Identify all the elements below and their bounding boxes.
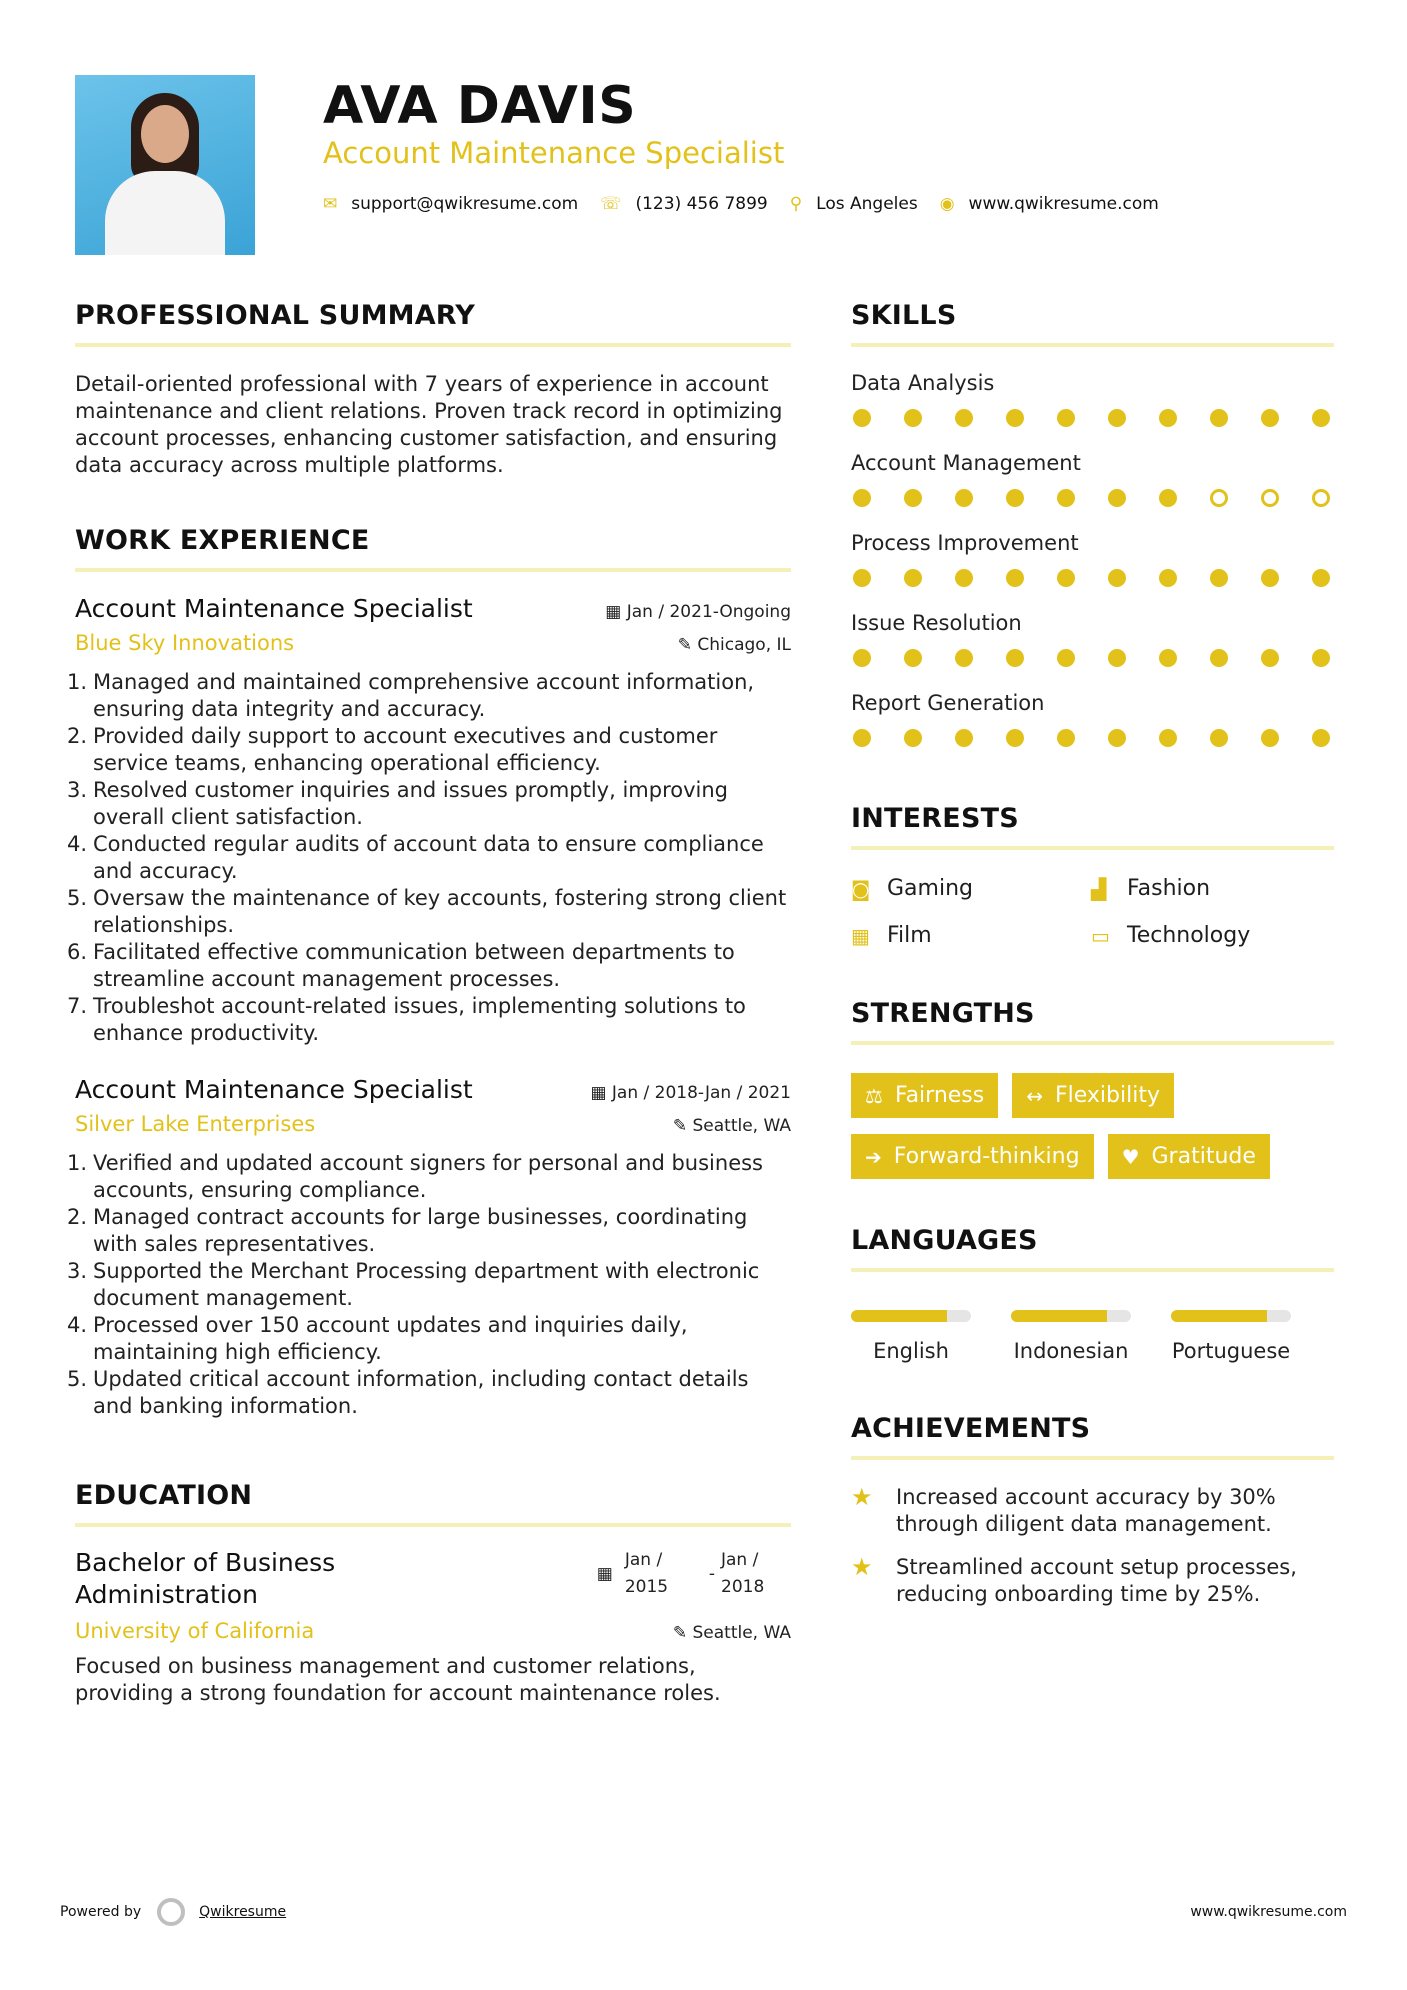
job-title: Account Maintenance Specialist	[75, 1075, 473, 1104]
calendar-icon: ▦	[590, 1083, 612, 1103]
rating-dot-empty	[1261, 489, 1279, 507]
section-divider	[851, 1268, 1334, 1272]
interest-item	[1091, 923, 1331, 948]
skill-rating	[851, 729, 1334, 747]
company-name: Blue Sky Innovations	[75, 631, 295, 655]
education-description: Focused on business management and customer relations, providing a strong foundation for account maintenance roles.	[75, 1654, 721, 1705]
company-name: Silver Lake Enterprises	[75, 1112, 316, 1136]
job-location-text: Chicago, IL	[697, 635, 791, 655]
language-level-fill	[851, 1310, 947, 1322]
skill-item	[851, 451, 1334, 507]
brand-link[interactable]: Qwikresume	[199, 1904, 287, 1920]
phone-icon: ☏	[600, 194, 622, 214]
skills-list	[851, 371, 1334, 747]
rating-dot-filled	[1057, 489, 1075, 507]
rating-dot-filled	[1108, 649, 1126, 667]
arrows-horizontal-icon: ↔	[1026, 1083, 1043, 1108]
skill-rating	[851, 489, 1334, 507]
rating-dot-filled	[1057, 569, 1075, 587]
balance-scale-icon: ⚖	[865, 1083, 883, 1108]
language-item	[1011, 1310, 1131, 1365]
language-name: Indonesian	[1013, 1339, 1129, 1363]
rating-dot-filled	[1261, 569, 1279, 587]
achievement-text: Streamlined account setup processes, reducing onboarding time by 25%.	[896, 1555, 1297, 1606]
rating-dot-filled	[1312, 569, 1330, 587]
degree-title: Bachelor of Business Administration	[75, 1548, 336, 1609]
star-icon: ★	[851, 1483, 873, 1511]
bullet-item: Processed over 150 account updates and inquiries daily, maintaining high efficiency.	[93, 1313, 688, 1364]
bullet-item: Verified and updated account signers for personal and business accounts, ensuring compliance.	[93, 1151, 764, 1202]
strengths-section	[851, 998, 1334, 1179]
achievement-item	[851, 1484, 1334, 1538]
rating-dot-filled	[1261, 729, 1279, 747]
rating-dot-filled	[1108, 489, 1126, 507]
bullet-item: Troubleshot account-related issues, implementing solutions to enhance productivity.	[93, 994, 746, 1045]
education-section	[75, 1480, 791, 1707]
candidate-title: Account Maintenance Specialist	[323, 136, 785, 170]
rating-dot-filled	[955, 729, 973, 747]
gamepad-icon: ◙	[851, 876, 871, 901]
strength-label: Fairness	[894, 1083, 985, 1108]
globe-icon: ◉	[939, 194, 955, 214]
section-divider	[851, 1456, 1334, 1460]
education-end-year: 2018	[721, 1577, 765, 1597]
rating-dot-filled	[1006, 569, 1024, 587]
section-divider	[851, 846, 1334, 850]
rating-dot-filled	[1159, 489, 1177, 507]
strength-label: Gratitude	[1151, 1144, 1256, 1169]
strength-chip	[1108, 1134, 1270, 1179]
section-divider	[75, 568, 791, 572]
experience-heading: WORK EXPERIENCE	[75, 525, 370, 556]
section-divider	[851, 343, 1334, 347]
rating-dot-filled	[904, 649, 922, 667]
contact-phone[interactable]	[600, 194, 768, 214]
language-item	[1171, 1310, 1291, 1365]
skill-name: Issue Resolution	[851, 611, 1022, 635]
rating-dot-empty	[1312, 489, 1330, 507]
interests-heading: INTERESTS	[851, 803, 1019, 834]
school-name: University of California	[75, 1619, 315, 1643]
rating-dot-filled	[1108, 409, 1126, 427]
language-level-fill	[1171, 1310, 1267, 1322]
rating-dot-filled	[1312, 649, 1330, 667]
job-date	[590, 1083, 791, 1103]
rating-dot-filled	[1261, 409, 1279, 427]
strengths-heading: STRENGTHS	[851, 998, 1035, 1029]
skill-rating	[851, 649, 1334, 667]
rating-dot-filled	[904, 409, 922, 427]
map-pin-icon: ⚲	[789, 194, 803, 214]
summary-section	[75, 300, 791, 479]
language-level-bar	[1011, 1310, 1131, 1322]
bullet-item: Resolved customer inquiries and issues promptly, improving overall client satisfaction.	[93, 778, 729, 829]
rating-dot-filled	[1108, 569, 1126, 587]
contact-website[interactable]	[940, 194, 1159, 214]
skill-name: Data Analysis	[851, 371, 995, 395]
languages-section	[851, 1225, 1334, 1365]
education-start	[625, 1547, 695, 1601]
languages-heading: LANGUAGES	[851, 1225, 1038, 1256]
bullet-item: Facilitated effective communication between departments to streamline account management processes.	[93, 940, 735, 991]
rating-dot-filled	[853, 409, 871, 427]
qwikresume-logo-icon	[157, 1898, 185, 1926]
rating-dot-filled	[1006, 409, 1024, 427]
education-location	[673, 1623, 791, 1643]
job-date-text: Jan / 2021-Ongoing	[626, 602, 791, 622]
contact-bar	[323, 194, 1181, 214]
strength-chip	[1012, 1073, 1174, 1118]
skill-item	[851, 691, 1334, 747]
bullet-item: Managed contract accounts for large businesses, coordinating with sales representatives.	[93, 1205, 748, 1256]
language-name: English	[873, 1339, 949, 1363]
calendar-icon: ▦	[605, 602, 627, 622]
arrow-right-icon: ➔	[865, 1144, 882, 1169]
job-bullets	[75, 669, 791, 1047]
section-divider	[75, 1523, 791, 1527]
language-level-bar	[1171, 1310, 1291, 1322]
film-icon: ▦	[851, 923, 870, 948]
contact-website-text: www.qwikresume.com	[968, 194, 1159, 214]
bullet-item: Provided daily support to account executives and customer service teams, enhancing operational efficiency.	[93, 724, 718, 775]
footer-website-link[interactable]: www.qwikresume.com	[1190, 1904, 1347, 1920]
rating-dot-filled	[904, 489, 922, 507]
contact-phone-text: (123) 456 7899	[635, 194, 768, 214]
heart-icon: ♥	[1121, 1144, 1140, 1169]
experience-section	[75, 525, 791, 1420]
envelope-icon: ✉	[323, 194, 338, 214]
education-end	[721, 1547, 791, 1601]
section-divider	[75, 343, 791, 347]
job-date	[605, 602, 791, 622]
rating-dot-filled	[904, 729, 922, 747]
rating-dot-filled	[1006, 649, 1024, 667]
job-date-text: Jan / 2018-Jan / 2021	[611, 1083, 791, 1103]
bullet-item: Conducted regular audits of account data to ensure compliance and accuracy.	[93, 832, 764, 883]
rating-dot-filled	[853, 489, 871, 507]
rating-dot-filled	[853, 569, 871, 587]
skill-item	[851, 371, 1334, 427]
strength-chip	[851, 1073, 998, 1118]
rating-dot-filled	[1210, 409, 1228, 427]
job-location-text: Seattle, WA	[692, 1116, 791, 1136]
rating-dot-filled	[1210, 729, 1228, 747]
education-heading: EDUCATION	[75, 1480, 253, 1511]
interest-label: Gaming	[887, 876, 973, 901]
achievements-heading: ACHIEVEMENTS	[851, 1413, 1091, 1444]
contact-email-text: support@qwikresume.com	[351, 194, 579, 214]
rating-dot-filled	[1261, 649, 1279, 667]
strength-chip	[851, 1134, 1094, 1179]
rating-dot-filled	[1057, 409, 1075, 427]
contact-email[interactable]	[323, 194, 578, 214]
rating-dot-filled	[955, 409, 973, 427]
language-item	[851, 1310, 971, 1365]
skill-name: Process Improvement	[851, 531, 1079, 555]
date-dash: -	[708, 1563, 715, 1584]
skill-item	[851, 611, 1334, 667]
contact-location	[790, 194, 918, 214]
bullet-item: Updated critical account information, including contact details and banking information.	[93, 1367, 749, 1418]
language-level-fill	[1011, 1310, 1107, 1322]
interests-section	[851, 803, 1334, 948]
profile-photo	[75, 75, 255, 255]
skill-rating	[851, 569, 1334, 587]
rating-dot-filled	[1210, 569, 1228, 587]
calendar-icon: ▦	[596, 1563, 613, 1584]
education-start-year: 2015	[624, 1577, 669, 1597]
education-location-text: Seattle, WA	[692, 1623, 791, 1643]
laptop-icon: ▭	[1091, 923, 1110, 948]
rating-dot-filled	[1108, 729, 1126, 747]
strength-label: Flexibility	[1055, 1083, 1160, 1108]
interest-item	[851, 923, 1091, 948]
education-dates	[597, 1547, 791, 1601]
rating-dot-filled	[853, 649, 871, 667]
rating-dot-filled	[955, 649, 973, 667]
bullet-item: Oversaw the maintenance of key accounts, fostering strong client relationships.	[93, 886, 787, 937]
job-location	[678, 635, 791, 655]
achievement-text: Increased account accuracy by 30% through diligent data management.	[896, 1485, 1276, 1536]
rating-dot-filled	[955, 489, 973, 507]
interest-label: Fashion	[1127, 876, 1211, 901]
contact-location-text: Los Angeles	[816, 194, 918, 214]
star-icon: ★	[851, 1553, 873, 1581]
rating-dot-filled	[1159, 569, 1177, 587]
language-level-bar	[851, 1310, 971, 1322]
right-column	[851, 300, 1334, 1608]
achievements-section	[851, 1413, 1334, 1608]
education-end-month: Jan /	[721, 1550, 759, 1570]
pin-icon: ✎	[677, 635, 698, 655]
rating-dot-filled	[853, 729, 871, 747]
pin-icon: ✎	[672, 1116, 693, 1136]
interest-label: Film	[887, 923, 932, 948]
achievement-item	[851, 1554, 1334, 1608]
skills-section	[851, 300, 1334, 747]
summary-heading: PROFESSIONAL SUMMARY	[75, 300, 476, 331]
job-entry	[75, 594, 791, 1047]
footer-branding	[60, 1898, 286, 1926]
left-column	[75, 300, 791, 1707]
skill-name: Account Management	[851, 451, 1081, 475]
powered-by-label: Powered by	[60, 1904, 142, 1920]
footer	[60, 1898, 1347, 1926]
rating-dot-filled	[1159, 649, 1177, 667]
job-location	[673, 1116, 791, 1136]
strength-label: Forward-thinking	[893, 1144, 1080, 1169]
strengths-list	[851, 1073, 1334, 1179]
skill-item	[851, 531, 1334, 587]
shopping-bag-icon: ▟	[1091, 876, 1107, 901]
interest-item	[1091, 876, 1331, 901]
rating-dot-filled	[1057, 649, 1075, 667]
education-start-month: Jan /	[624, 1550, 663, 1570]
rating-dot-empty	[1210, 489, 1228, 507]
rating-dot-filled	[1312, 729, 1330, 747]
skill-rating	[851, 409, 1334, 427]
rating-dot-filled	[1006, 489, 1024, 507]
interest-item	[851, 876, 1091, 901]
job-title: Account Maintenance Specialist	[75, 594, 473, 623]
rating-dot-filled	[1159, 729, 1177, 747]
interest-label: Technology	[1127, 923, 1251, 948]
interests-grid	[851, 876, 1334, 948]
rating-dot-filled	[1210, 649, 1228, 667]
summary-text: Detail-oriented professional with 7 years of experience in account maintenance and client relations. Proven track record in optimizing account processes, enhancing customer satisfaction, and ensuring data accuracy across multiple platforms.	[75, 372, 783, 477]
language-name: Portuguese	[1171, 1339, 1291, 1363]
bullet-item: Supported the Merchant Processing department with electronic document management.	[93, 1259, 760, 1310]
rating-dot-filled	[1159, 409, 1177, 427]
rating-dot-filled	[1057, 729, 1075, 747]
bullet-item: Managed and maintained comprehensive account information, ensuring data integrity and accuracy.	[93, 670, 755, 721]
rating-dot-filled	[955, 569, 973, 587]
pin-icon: ✎	[672, 1623, 693, 1643]
rating-dot-filled	[904, 569, 922, 587]
job-bullets	[75, 1150, 791, 1420]
section-divider	[851, 1041, 1334, 1045]
skills-heading: SKILLS	[851, 300, 957, 331]
languages-list	[851, 1310, 1334, 1365]
skill-name: Report Generation	[851, 691, 1045, 715]
candidate-name: AVA DAVIS	[323, 76, 637, 136]
rating-dot-filled	[1006, 729, 1024, 747]
rating-dot-filled	[1312, 409, 1330, 427]
job-entry	[75, 1075, 791, 1420]
